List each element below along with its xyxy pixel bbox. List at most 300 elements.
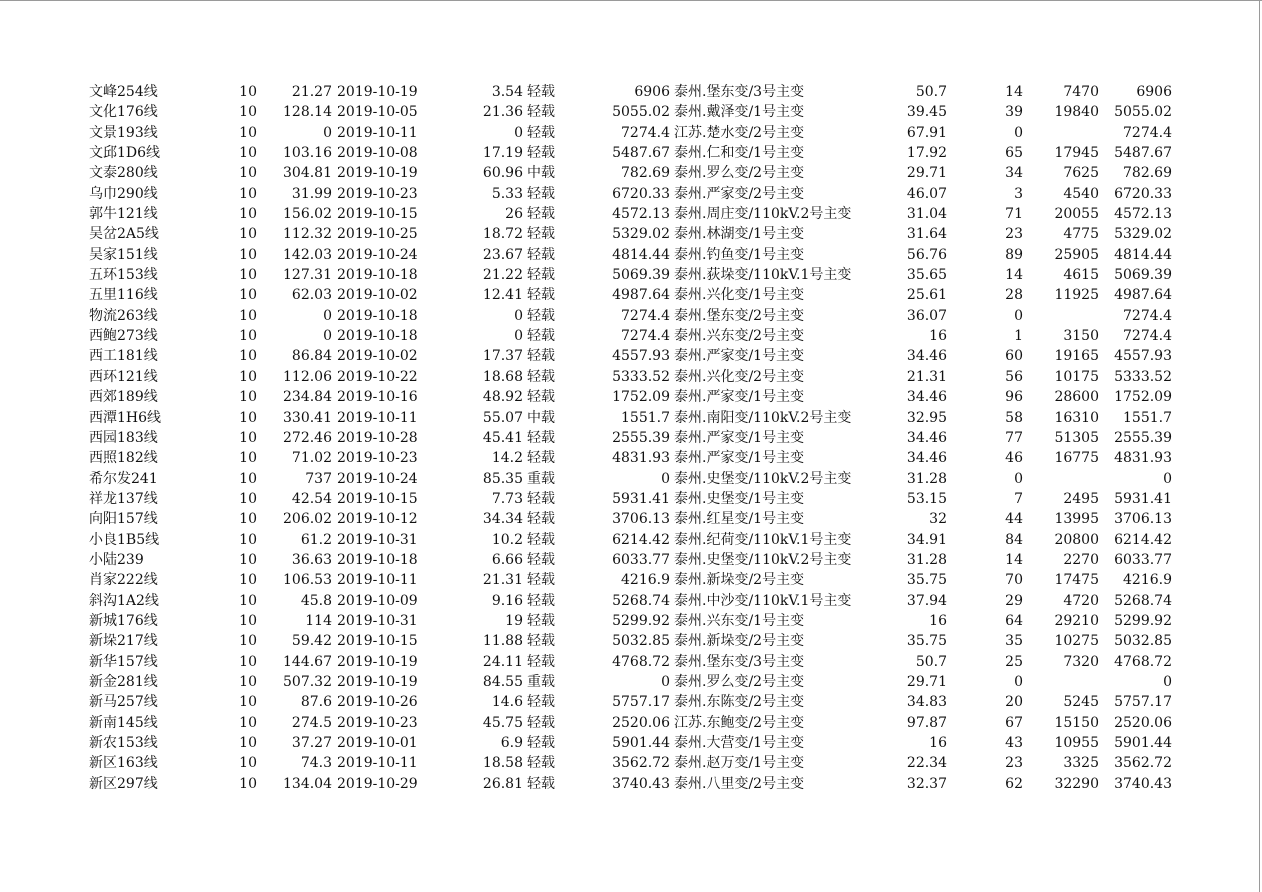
load-current-cell: 74.3 <box>300 755 332 772</box>
remaining-capacity-cell: 7274.4 <box>1123 328 1172 345</box>
user-count-cell: 56 <box>1005 368 1023 385</box>
line-name-cell: 向阳157线 <box>89 511 158 528</box>
voltage-cell: 10 <box>239 531 257 548</box>
load-status-cell: 轻载 <box>527 694 555 711</box>
load-status-cell: 轻载 <box>527 572 555 589</box>
transformer-cell: 泰州.堡东变/2号主变 <box>674 307 805 324</box>
load-current-cell: 112.06 <box>283 368 332 385</box>
load-rate-cell: 34.34 <box>482 511 523 528</box>
load-rate-cell: 6.9 <box>500 735 523 751</box>
transformer-rate-cell: 34.91 <box>906 531 947 548</box>
length-cell: 32290 <box>1054 775 1099 792</box>
capacity-cell: 5931.41 <box>612 490 670 507</box>
transformer-cell: 泰州.严家变/1号主变 <box>674 450 805 467</box>
capacity-cell: 3740.43 <box>612 775 670 792</box>
line-name-cell: 新金281线 <box>89 673 158 690</box>
load-status-cell: 轻载 <box>527 633 555 650</box>
voltage-cell: 10 <box>239 145 257 162</box>
load-current-cell: 134.04 <box>283 775 332 792</box>
date-cell: 2019-10-31 <box>337 531 418 548</box>
date-cell: 2019-10-31 <box>337 612 418 629</box>
date-cell: 2019-10-09 <box>337 592 418 609</box>
load-status-cell: 轻载 <box>527 653 555 670</box>
capacity-cell: 2555.39 <box>612 429 670 446</box>
load-status-cell: 轻载 <box>527 368 555 385</box>
date-cell: 2019-10-02 <box>337 348 418 365</box>
transformer-rate-cell: 50.7 <box>915 653 947 670</box>
length-cell: 13995 <box>1054 511 1099 528</box>
date-cell: 2019-10-15 <box>337 490 418 507</box>
user-count-cell: 35 <box>1005 633 1023 650</box>
transformer-rate-cell: 39.45 <box>906 104 947 121</box>
load-current-cell: 128.14 <box>283 104 332 121</box>
date-cell: 2019-10-18 <box>337 328 418 345</box>
load-rate-cell: 85.35 <box>482 470 523 487</box>
user-count-cell: 89 <box>1005 246 1023 263</box>
length-cell: 4540 <box>1063 185 1099 202</box>
load-rate-cell: 5.33 <box>491 185 523 202</box>
remaining-capacity-cell: 7274.4 <box>1123 307 1172 324</box>
load-current-cell: 21.27 <box>291 84 332 100</box>
voltage-cell: 10 <box>239 511 257 528</box>
remaining-capacity-cell: 4572.13 <box>1114 206 1172 223</box>
transformer-cell: 江苏.楚水变/2号主变 <box>674 124 805 141</box>
voltage-cell: 10 <box>239 307 257 324</box>
user-count-cell: 84 <box>1005 531 1023 548</box>
transformer-rate-cell: 34.83 <box>906 694 947 711</box>
length-cell: 19840 <box>1054 104 1099 121</box>
remaining-capacity-cell: 5757.17 <box>1114 694 1172 711</box>
transformer-cell: 泰州.周庄变/110kV.2号主变 <box>674 206 852 223</box>
date-cell: 2019-10-05 <box>337 104 418 121</box>
voltage-cell: 10 <box>239 694 257 711</box>
load-status-cell: 轻载 <box>527 592 555 609</box>
date-cell: 2019-10-23 <box>337 185 418 202</box>
load-current-cell: 304.81 <box>283 165 332 182</box>
load-current-cell: 31.99 <box>291 185 332 202</box>
transformer-cell: 泰州.兴东变/2号主变 <box>674 328 805 345</box>
user-count-cell: 14 <box>1005 551 1023 568</box>
transformer-cell: 泰州.钓鱼变/1号主变 <box>674 246 805 263</box>
load-rate-cell: 48.92 <box>482 389 523 406</box>
load-rate-cell: 0 <box>514 124 523 141</box>
remaining-capacity-cell: 5299.92 <box>1114 612 1172 629</box>
capacity-cell: 5333.52 <box>612 368 670 385</box>
length-cell: 2270 <box>1063 551 1099 568</box>
table-row <box>0 509 1262 529</box>
load-status-cell: 轻载 <box>527 206 555 223</box>
load-rate-cell: 84.55 <box>482 673 523 690</box>
line-name-cell: 祥龙137线 <box>89 490 158 507</box>
remaining-capacity-cell: 6033.77 <box>1114 551 1172 568</box>
table-row <box>0 530 1262 550</box>
table-row <box>0 591 1262 611</box>
capacity-cell: 5487.67 <box>612 145 670 162</box>
transformer-rate-cell: 46.07 <box>906 185 947 202</box>
date-cell: 2019-10-11 <box>337 124 418 141</box>
transformer-cell: 泰州.林湖变/1号主变 <box>674 226 805 243</box>
remaining-capacity-cell: 1551.7 <box>1123 409 1172 426</box>
capacity-cell: 4557.93 <box>612 348 670 365</box>
voltage-cell: 10 <box>239 714 257 731</box>
transformer-rate-cell: 32.95 <box>906 409 947 426</box>
load-rate-cell: 18.72 <box>482 226 523 243</box>
transformer-cell: 泰州.赵万变/1号主变 <box>674 755 805 772</box>
transformer-rate-cell: 56.76 <box>906 246 947 263</box>
load-current-cell: 45.8 <box>300 592 332 609</box>
user-count-cell: 14 <box>1005 267 1023 284</box>
line-name-cell: 斜沟1A2线 <box>89 592 159 609</box>
load-status-cell: 轻载 <box>527 531 555 548</box>
capacity-cell: 1752.09 <box>612 389 670 406</box>
remaining-capacity-cell: 3562.72 <box>1114 755 1172 772</box>
table-row <box>0 652 1262 672</box>
voltage-cell: 10 <box>239 368 257 385</box>
load-status-cell: 轻载 <box>527 185 555 202</box>
user-count-cell: 34 <box>1005 165 1023 182</box>
load-rate-cell: 55.07 <box>482 409 523 426</box>
load-current-cell: 112.32 <box>283 226 332 243</box>
load-status-cell: 轻载 <box>527 490 555 507</box>
date-cell: 2019-10-08 <box>337 145 418 162</box>
line-name-cell: 新垛217线 <box>89 633 158 650</box>
user-count-cell: 43 <box>1005 735 1023 751</box>
voltage-cell: 10 <box>239 450 257 467</box>
line-name-cell: 文峰254线 <box>89 84 158 100</box>
load-current-cell: 330.41 <box>283 409 332 426</box>
load-status-cell: 轻载 <box>527 226 555 243</box>
transformer-cell: 泰州.纪荷变/110kV.1号主变 <box>674 531 852 548</box>
voltage-cell: 10 <box>239 735 257 751</box>
voltage-cell: 10 <box>239 348 257 365</box>
line-name-cell: 新区297线 <box>89 775 158 792</box>
table-row <box>0 102 1262 122</box>
table-row <box>0 692 1262 712</box>
date-cell: 2019-10-26 <box>337 694 418 711</box>
remaining-capacity-cell: 2520.06 <box>1114 714 1172 731</box>
transformer-rate-cell: 16 <box>929 612 947 629</box>
load-status-cell: 重载 <box>527 470 555 487</box>
date-cell: 2019-10-19 <box>337 165 418 182</box>
capacity-cell: 4987.64 <box>612 287 670 304</box>
line-name-cell: 吴岔2A5线 <box>89 226 159 243</box>
remaining-capacity-cell: 5329.02 <box>1114 226 1172 243</box>
user-count-cell: 25 <box>1005 653 1023 670</box>
load-status-cell: 轻载 <box>527 124 555 141</box>
transformer-cell: 泰州.大营变/1号主变 <box>674 735 805 751</box>
length-cell: 51305 <box>1054 429 1099 446</box>
remaining-capacity-cell: 1752.09 <box>1114 389 1172 406</box>
date-cell: 2019-10-19 <box>337 653 418 670</box>
line-name-cell: 西潭1H6线 <box>89 409 162 426</box>
load-status-cell: 轻载 <box>527 612 555 629</box>
voltage-cell: 10 <box>239 755 257 772</box>
capacity-cell: 4768.72 <box>612 653 670 670</box>
transformer-cell: 泰州.中沙变/110kV.1号主变 <box>674 592 852 609</box>
remaining-capacity-cell: 5069.39 <box>1114 267 1172 284</box>
load-rate-cell: 24.11 <box>482 653 523 670</box>
line-name-cell: 希尔发241 <box>89 470 158 487</box>
line-name-cell: 新马257线 <box>89 694 158 711</box>
transformer-cell: 泰州.兴化变/1号主变 <box>674 287 805 304</box>
user-count-cell: 1 <box>1014 328 1023 345</box>
load-status-cell: 轻载 <box>527 714 555 731</box>
load-current-cell: 36.63 <box>291 551 332 568</box>
load-current-cell: 274.5 <box>291 714 332 731</box>
load-current-cell: 62.03 <box>291 287 332 304</box>
load-rate-cell: 26.81 <box>482 775 523 792</box>
length-cell: 3150 <box>1063 328 1099 345</box>
line-name-cell: 新华157线 <box>89 653 158 670</box>
line-name-cell: 物流263线 <box>89 307 158 324</box>
date-cell: 2019-10-02 <box>337 287 418 304</box>
user-count-cell: 70 <box>1005 572 1023 589</box>
transformer-cell: 泰州.史堡变/1号主变 <box>674 490 805 507</box>
transformer-rate-cell: 34.46 <box>906 429 947 446</box>
table-row <box>0 123 1262 143</box>
date-cell: 2019-10-15 <box>337 633 418 650</box>
remaining-capacity-cell: 4768.72 <box>1114 653 1172 670</box>
date-cell: 2019-10-23 <box>337 714 418 731</box>
user-count-cell: 23 <box>1005 226 1023 243</box>
transformer-cell: 泰州.严家变/1号主变 <box>674 348 805 365</box>
voltage-cell: 10 <box>239 124 257 141</box>
transformer-rate-cell: 50.7 <box>915 84 947 100</box>
table-row <box>0 143 1262 163</box>
transformer-rate-cell: 16 <box>929 735 947 751</box>
length-cell: 20055 <box>1054 206 1099 223</box>
voltage-cell: 10 <box>239 389 257 406</box>
load-status-cell: 轻载 <box>527 145 555 162</box>
user-count-cell: 0 <box>1014 124 1023 141</box>
voltage-cell: 10 <box>239 775 257 792</box>
capacity-cell: 1551.7 <box>621 409 670 426</box>
remaining-capacity-cell: 4557.93 <box>1114 348 1172 365</box>
user-count-cell: 77 <box>1005 429 1023 446</box>
capacity-cell: 4831.93 <box>612 450 670 467</box>
user-count-cell: 96 <box>1005 389 1023 406</box>
length-cell: 16775 <box>1054 450 1099 467</box>
user-count-cell: 7 <box>1014 490 1023 507</box>
line-name-cell: 郭牛121线 <box>89 206 158 223</box>
load-rate-cell: 45.41 <box>482 429 523 446</box>
user-count-cell: 0 <box>1014 470 1023 487</box>
capacity-cell: 5299.92 <box>612 612 670 629</box>
transformer-rate-cell: 35.65 <box>906 267 947 284</box>
load-rate-cell: 10.2 <box>491 531 523 548</box>
load-rate-cell: 14.2 <box>491 450 523 467</box>
load-current-cell: 37.27 <box>291 735 332 751</box>
line-name-cell: 文化176线 <box>89 104 158 121</box>
load-status-cell: 轻载 <box>527 84 555 100</box>
load-rate-cell: 21.31 <box>482 572 523 589</box>
voltage-cell: 10 <box>239 551 257 568</box>
load-current-cell: 144.67 <box>283 653 332 670</box>
remaining-capacity-cell: 0 <box>1163 470 1172 487</box>
remaining-capacity-cell: 5487.67 <box>1114 145 1172 162</box>
voltage-cell: 10 <box>239 572 257 589</box>
table-row <box>0 631 1262 651</box>
line-name-cell: 文邱1D6线 <box>89 145 161 162</box>
load-status-cell: 轻载 <box>527 328 555 345</box>
load-status-cell: 轻载 <box>527 551 555 568</box>
voltage-cell: 10 <box>239 490 257 507</box>
load-rate-cell: 0 <box>514 328 523 345</box>
remaining-capacity-cell: 6214.42 <box>1114 531 1172 548</box>
transformer-cell: 泰州.严家变/2号主变 <box>674 185 805 202</box>
load-rate-cell: 23.67 <box>482 246 523 263</box>
remaining-capacity-cell: 6906 <box>1136 84 1172 100</box>
length-cell: 4720 <box>1063 592 1099 609</box>
transformer-rate-cell: 32.37 <box>906 775 947 792</box>
load-current-cell: 106.53 <box>283 572 332 589</box>
table-row <box>0 550 1262 570</box>
load-current-cell: 86.84 <box>291 348 332 365</box>
length-cell: 10175 <box>1054 368 1099 385</box>
date-cell: 2019-10-19 <box>337 673 418 690</box>
capacity-cell: 5069.39 <box>612 267 670 284</box>
voltage-cell: 10 <box>239 653 257 670</box>
transformer-rate-cell: 37.94 <box>906 592 947 609</box>
table-row <box>0 367 1262 387</box>
load-status-cell: 轻载 <box>527 755 555 772</box>
table-row <box>0 428 1262 448</box>
load-rate-cell: 9.16 <box>491 592 523 609</box>
load-current-cell: 737 <box>305 470 332 487</box>
user-count-cell: 44 <box>1005 511 1023 528</box>
transformer-cell: 泰州.罗么变/2号主变 <box>674 673 805 690</box>
line-name-cell: 西工181线 <box>89 348 158 365</box>
table-row <box>0 285 1262 305</box>
load-current-cell: 71.02 <box>291 450 332 467</box>
remaining-capacity-cell: 7274.4 <box>1123 124 1172 141</box>
table-row <box>0 326 1262 346</box>
load-status-cell: 重载 <box>527 673 555 690</box>
date-cell: 2019-10-18 <box>337 307 418 324</box>
transformer-cell: 泰州.史堡变/110kV.2号主变 <box>674 551 852 568</box>
date-cell: 2019-10-11 <box>337 755 418 772</box>
table-row <box>0 489 1262 509</box>
transformer-cell: 泰州.新垛变/2号主变 <box>674 572 805 589</box>
transformer-cell: 泰州.仁和变/1号主变 <box>674 145 805 162</box>
line-name-cell: 西环121线 <box>89 368 158 385</box>
voltage-cell: 10 <box>239 206 257 223</box>
length-cell: 17475 <box>1054 572 1099 589</box>
load-status-cell: 中载 <box>527 409 555 426</box>
length-cell: 20800 <box>1054 531 1099 548</box>
transformer-rate-cell: 35.75 <box>906 633 947 650</box>
capacity-cell: 5757.17 <box>612 694 670 711</box>
load-rate-cell: 21.36 <box>482 104 523 121</box>
load-current-cell: 507.32 <box>283 673 332 690</box>
date-cell: 2019-10-24 <box>337 246 418 263</box>
remaining-capacity-cell: 3706.13 <box>1114 511 1172 528</box>
date-cell: 2019-10-18 <box>337 267 418 284</box>
load-rate-cell: 18.68 <box>482 368 523 385</box>
line-name-cell: 小良1B5线 <box>89 531 160 548</box>
voltage-cell: 10 <box>239 470 257 487</box>
table-row <box>0 733 1262 753</box>
date-cell: 2019-10-11 <box>337 409 418 426</box>
line-name-cell: 文景193线 <box>89 124 158 141</box>
length-cell: 29210 <box>1054 612 1099 629</box>
table-row <box>0 346 1262 366</box>
date-cell: 2019-10-24 <box>337 470 418 487</box>
date-cell: 2019-10-23 <box>337 450 418 467</box>
voltage-cell: 10 <box>239 185 257 202</box>
user-count-cell: 28 <box>1005 287 1023 304</box>
transformer-cell: 泰州.严家变/1号主变 <box>674 389 805 406</box>
load-current-cell: 42.54 <box>291 490 332 507</box>
load-status-cell: 中载 <box>527 165 555 182</box>
transformer-cell: 江苏.东鲍变/2号主变 <box>674 714 805 731</box>
voltage-cell: 10 <box>239 328 257 345</box>
line-name-cell: 新农153线 <box>89 735 158 751</box>
length-cell: 28600 <box>1054 389 1099 406</box>
load-status-cell: 轻载 <box>527 246 555 263</box>
length-cell: 3325 <box>1063 755 1099 772</box>
table-row <box>0 387 1262 407</box>
transformer-cell: 泰州.南阳变/110kV.2号主变 <box>674 409 852 426</box>
voltage-cell: 10 <box>239 84 257 100</box>
voltage-cell: 10 <box>239 226 257 243</box>
table-row <box>0 408 1262 428</box>
load-status-cell: 轻载 <box>527 775 555 792</box>
user-count-cell: 0 <box>1014 307 1023 324</box>
load-rate-cell: 26 <box>505 206 523 223</box>
transformer-cell: 泰州.严家变/1号主变 <box>674 429 805 446</box>
remaining-capacity-cell: 4216.9 <box>1123 572 1172 589</box>
length-cell: 10275 <box>1054 633 1099 650</box>
length-cell: 7470 <box>1063 84 1099 100</box>
remaining-capacity-cell: 5901.44 <box>1114 735 1172 751</box>
transformer-cell: 泰州.荻垛变/110kV.1号主变 <box>674 267 852 284</box>
date-cell: 2019-10-01 <box>337 735 418 751</box>
capacity-cell: 5032.85 <box>612 633 670 650</box>
transformer-cell: 泰州.兴化变/2号主变 <box>674 368 805 385</box>
load-current-cell: 59.42 <box>291 633 332 650</box>
line-name-cell: 吴家151线 <box>89 246 158 263</box>
transformer-rate-cell: 29.71 <box>906 673 947 690</box>
load-status-cell: 轻载 <box>527 389 555 406</box>
load-rate-cell: 17.19 <box>482 145 523 162</box>
date-cell: 2019-10-28 <box>337 429 418 446</box>
user-count-cell: 3 <box>1014 185 1023 202</box>
table-row <box>0 570 1262 590</box>
load-status-cell: 轻载 <box>527 450 555 467</box>
date-cell: 2019-10-15 <box>337 206 418 223</box>
remaining-capacity-cell: 5055.02 <box>1114 104 1172 121</box>
load-rate-cell: 11.88 <box>482 633 523 650</box>
load-rate-cell: 3.54 <box>491 84 523 100</box>
load-rate-cell: 6.66 <box>491 551 523 568</box>
remaining-capacity-cell: 5268.74 <box>1114 592 1172 609</box>
capacity-cell: 3706.13 <box>612 511 670 528</box>
remaining-capacity-cell: 4987.64 <box>1114 287 1172 304</box>
transformer-cell: 泰州.兴东变/1号主变 <box>674 612 805 629</box>
capacity-cell: 782.69 <box>621 165 670 182</box>
user-count-cell: 29 <box>1005 592 1023 609</box>
load-rate-cell: 17.37 <box>482 348 523 365</box>
capacity-cell: 7274.4 <box>621 328 670 345</box>
date-cell: 2019-10-25 <box>337 226 418 243</box>
capacity-cell: 3562.72 <box>612 755 670 772</box>
load-rate-cell: 19 <box>505 612 523 629</box>
load-current-cell: 87.6 <box>300 694 332 711</box>
length-cell: 4775 <box>1063 226 1099 243</box>
transformer-cell: 泰州.新垛变/2号主变 <box>674 633 805 650</box>
transformer-rate-cell: 36.07 <box>906 307 947 324</box>
